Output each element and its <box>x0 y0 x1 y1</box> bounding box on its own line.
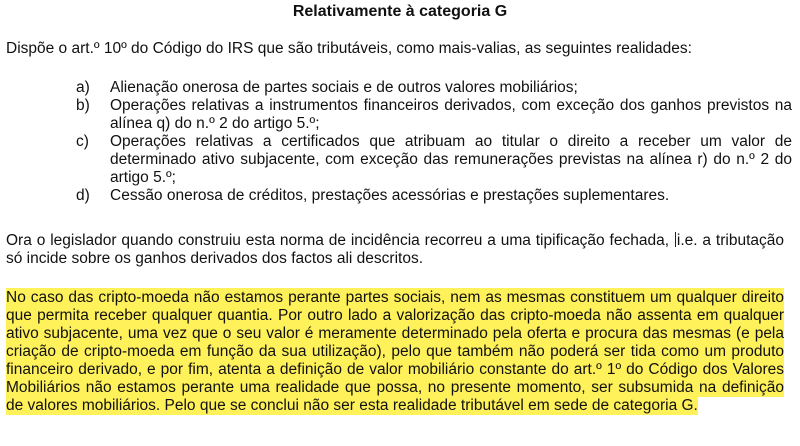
list-item <box>76 133 792 187</box>
list-marker: b) <box>76 97 90 114</box>
list-item-text: Alienação onerosa de partes sociais e de outros valores mobiliários; <box>110 79 578 96</box>
list-marker: c) <box>76 133 89 150</box>
highlighted-conclusion-paragraph <box>6 289 784 415</box>
highlighted-text: No caso das cripto-moeda não estamos perante partes sociais, nem as mesmas constituem um qualquer direito que permita receber qualquer quantia. Por outro lado a valorização das cripto-moeda não assenta em qualquer ativo subjacente, uma vez que o seu valor é meramente determinado pela oferta e procura das mesmas (e pela criação de cripto-moeda em função da sua utilização), pelo que também não poderá ser tida como um produto financeiro derivado, e por fim, atenta a definição de valor mobiliário constante do art.º 1º do Código dos Valores Mobiliários não estamos perante uma realidade que possa, no presente momento, ser subsumida na definição de valores mobiliários. Pelo que se conclui não ser esta realidade tributável em sede de categoria G. <box>6 289 784 414</box>
list-item <box>76 187 792 205</box>
list-item <box>76 97 792 133</box>
intro-paragraph: Dispõe o art.º 10º do Código do IRS que são tributáveis, como mais-valias, as seguintes realidades: <box>6 40 692 57</box>
section-heading: Relativamente à categoria G <box>292 3 508 20</box>
realities-list <box>76 79 792 205</box>
list-item-text: Operações relativas a instrumentos financeiros derivados, com exceção dos ganhos previstos na alínea q) do n.º 2 do artigo 5.º; <box>110 97 792 132</box>
list-item-text: Operações relativas a certificados que atribuam ao titular o direito a receber um valor de determinado ativo subjacente, com exceção das remunerações previstas na alínea r) do n.º 2 do artigo 5.º; <box>110 133 792 186</box>
closed-typification-paragraph <box>6 232 784 268</box>
paragraph-text-end: i.e. a tributação só incide sobre os ganhos derivados dos factos ali descritos. <box>6 232 784 267</box>
text-cursor <box>675 232 676 247</box>
list-item <box>76 79 792 97</box>
list-marker: a) <box>76 79 90 96</box>
list-marker: d) <box>76 187 90 204</box>
list-item-text: Cessão onerosa de créditos, prestações acessórias e prestações suplementares. <box>110 187 670 204</box>
paragraph-text-start: Ora o legislador quando construiu esta norma de incidência recorreu a uma tipificação fechada, <box>6 232 674 249</box>
